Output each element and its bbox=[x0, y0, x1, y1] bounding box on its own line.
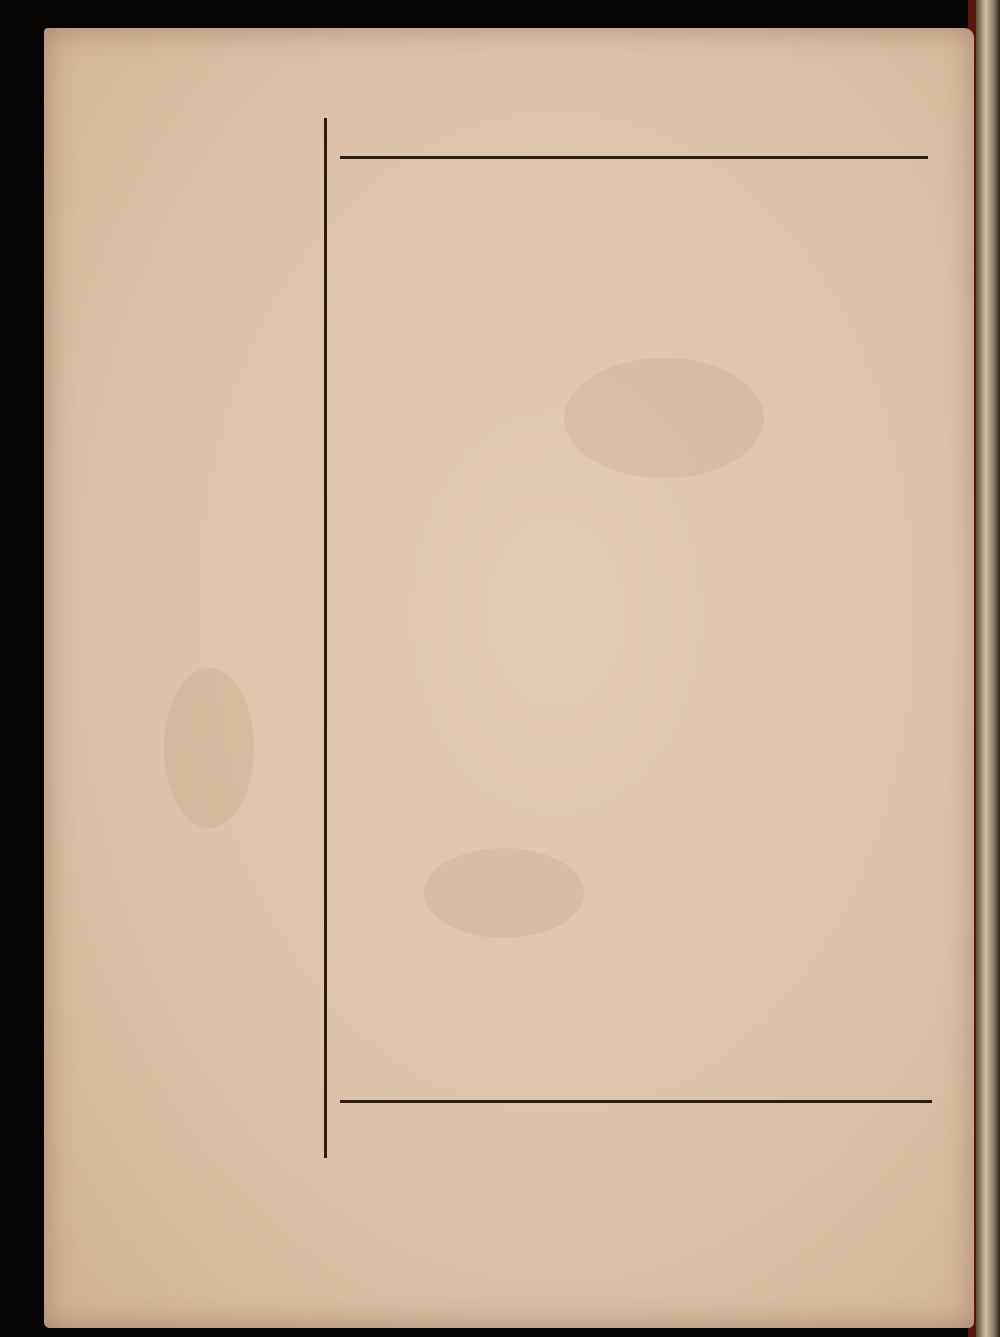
ornamental-border-top bbox=[172, 62, 974, 118]
ornamental-border-left bbox=[168, 112, 220, 1174]
footer-rule bbox=[340, 1100, 932, 1103]
column-rule bbox=[324, 118, 327, 1158]
ornamental-border-right bbox=[930, 112, 978, 1174]
header-rule bbox=[340, 156, 928, 159]
ornamental-border-bottom bbox=[178, 1158, 974, 1236]
